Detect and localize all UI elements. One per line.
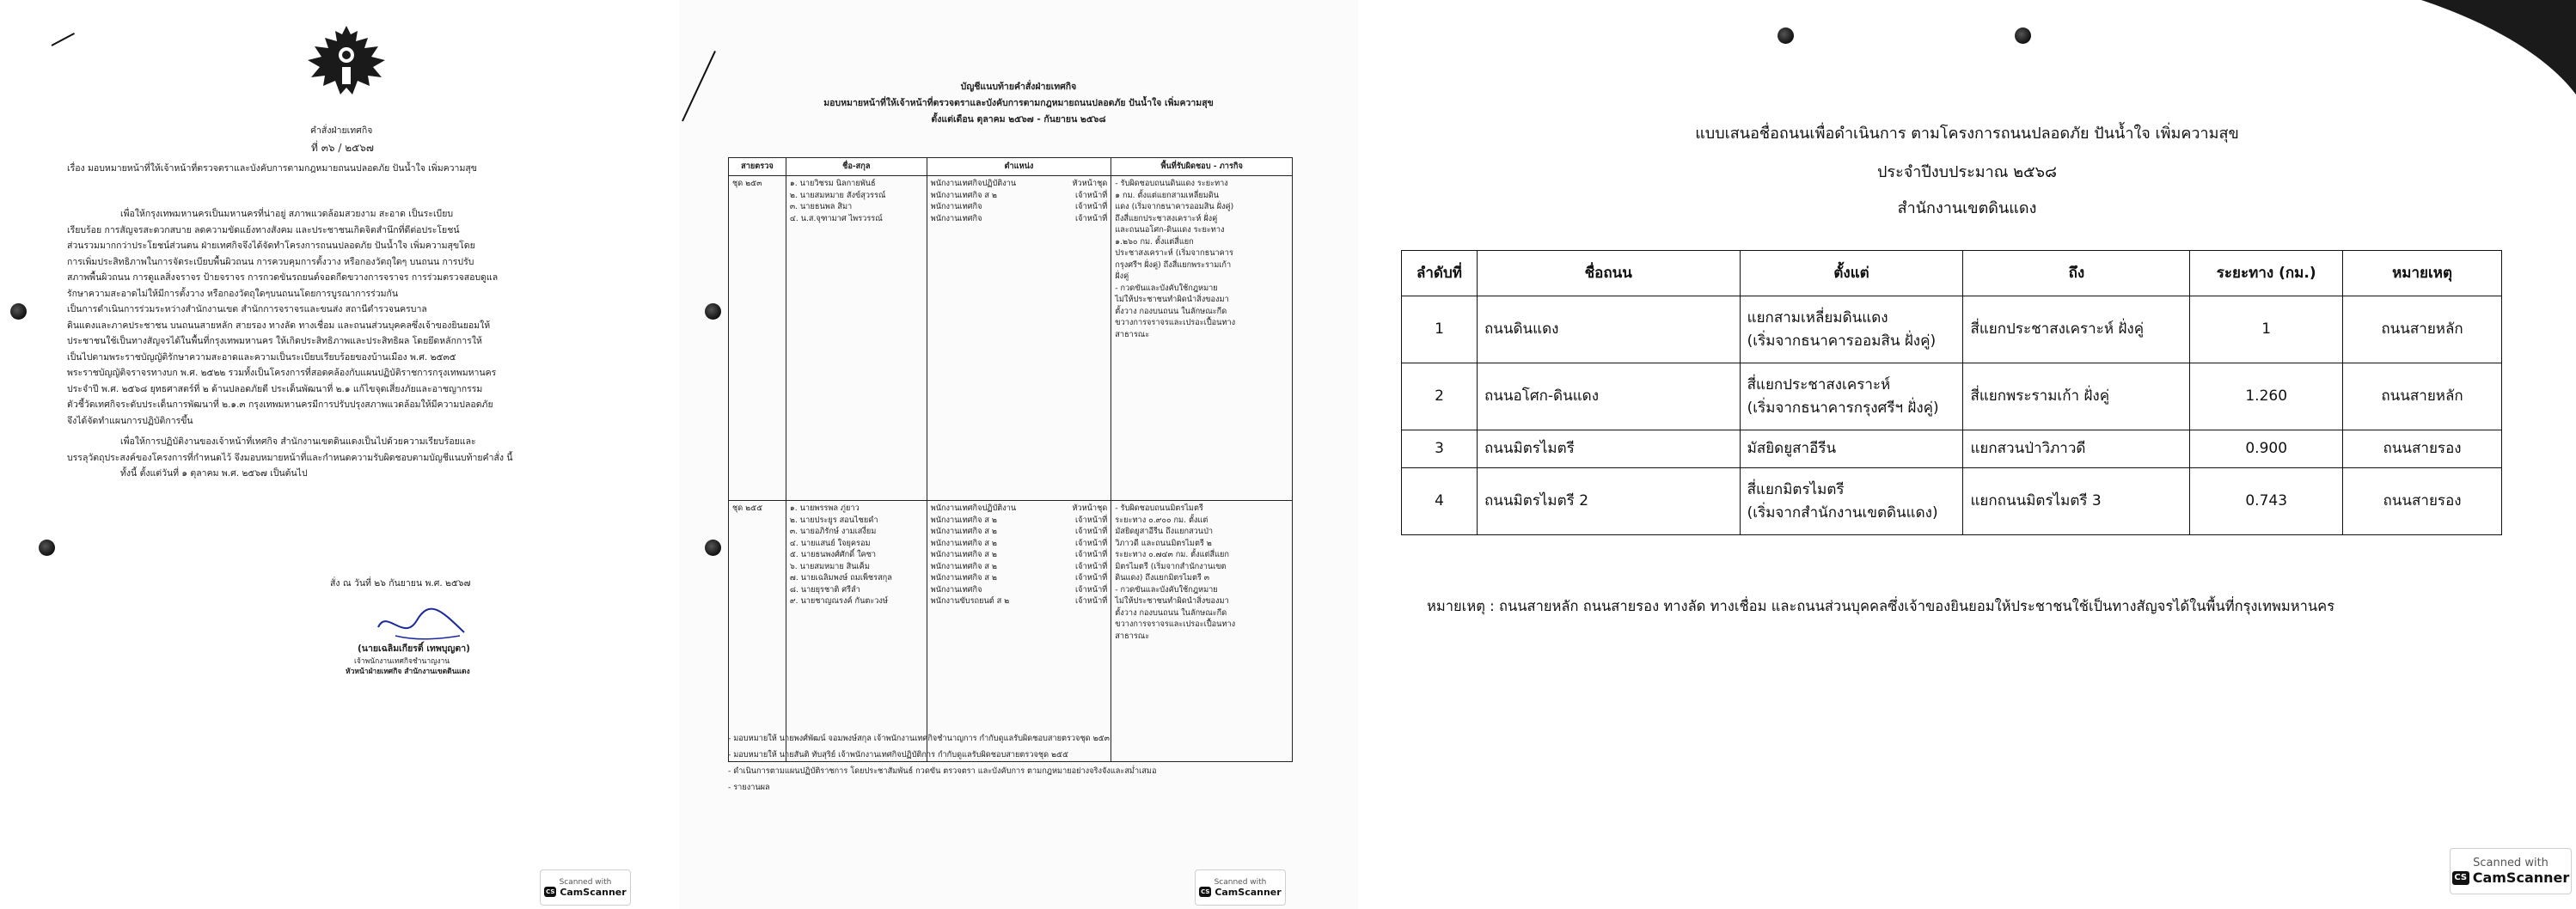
table-header-row: [729, 158, 1293, 176]
area-line: ดินแดง) ถึงแยกมิตรไมตรี ๓: [1115, 573, 1210, 583]
area-line: กรุงศรีฯ ฝั่งคู่) ถึงสี่แยกพระรามเก้า: [1115, 259, 1232, 270]
body-line: บรรลุวัตถุประสงค์ของโครงการที่กำหนดไว้ จึงมอบหมายหน้าที่และกำหนดความรับผิดชอบตามบัญชีแนบท้ายคำสั่ง นี้: [67, 452, 513, 463]
page-road-proposal: [1358, 0, 2576, 909]
appendix-title-3: ตั้งแต่เดือน ตุลาคม ๒๕๖๗ - กันยายน ๒๕๖๘: [931, 114, 1106, 125]
note-line: - ดำเนินการตามแผนปฏิบัติราชการ โดยประชาสัมพันธ์ กวดขัน ตรวจตรา และบังคับการ ตามกฎหมายอย่างจริงจังและสม่ำเสมอ: [728, 766, 1157, 776]
order-body: [67, 206, 634, 482]
row-road: ถนนมิตรไมตรี: [1477, 430, 1740, 468]
header-position: ตำแหน่ง: [927, 158, 1111, 176]
member-name: ๔. นายแสนย์ ใจยุครอม: [789, 538, 871, 548]
position-role: เจ้าหน้าที่: [1075, 202, 1108, 211]
position-title: พนักงานเทศกิจ ส ๒: [930, 515, 997, 525]
row-to: สี่แยกพระรามเก้า ฝั่งคู่: [1963, 363, 2190, 430]
position-title: พนักงานเทศกิจ ส ๒: [930, 550, 997, 559]
proposal-title: แบบเสนอชื่อถนนเพื่อดำเนินการ ตามโครงการถนนปลอดภัย ปันน้ำใจ เพิ่มความสุข: [1695, 125, 2239, 143]
area-line: แดง (เริ่มจากธนาคารออมสิน ฝั่งคู่): [1115, 202, 1234, 211]
positions-cell: [927, 176, 1111, 501]
member-name: ๘. นายยุรชาติ ศรีลำ: [789, 584, 860, 595]
body-line: เพื่อให้กรุงเทพมหานครเป็นมหานครที่น่าอยู่ สภาพแวดล้อมสวยงาม สะอาด เป็นระเบียบ: [120, 209, 454, 219]
position-role: หัวหน้าชุด: [1072, 503, 1108, 513]
position-role: เจ้าหน้าที่: [1075, 584, 1108, 595]
area-line: มัสยิดยูสาอีรีน ถึงแยกสวนป่า: [1115, 527, 1214, 536]
member-position: [931, 515, 1108, 527]
row-from: สี่แยกมิตรไมตรี (เริ่มจากสำนักงานเขตดินแดง): [1740, 468, 1963, 535]
body-line: ส่วนรวมมากกว่าประโยชน์ส่วนตน ฝ่ายเทศกิจจึงได้จัดทำโครงการถนนปลอดภัย ปันน้ำใจ เพิ่มความสุขโดย: [67, 241, 475, 251]
signature: [370, 601, 473, 646]
position-title: พนักงานเทศกิจ ส ๒: [930, 538, 997, 548]
position-role: เจ้าหน้าที่: [1075, 213, 1108, 223]
header-remark: หมายเหตุ: [2343, 251, 2502, 296]
signer-title-2: หัวหน้าฝ่ายเทศกิจ สำนักงานเขตดินแดง: [346, 668, 470, 676]
table-row: [1402, 363, 2502, 430]
member-name: ๑. นายพรรพล ภู่ยาว: [789, 503, 860, 513]
position-role: เจ้าหน้าที่: [1075, 596, 1108, 606]
row-remark: ถนนสายรอง: [2343, 430, 2502, 468]
body-line: ตัวชี้วัดเทศกิจระดับประเด็นการพัฒนาที่ ๒.๑.๓ กรุงเทพมหานครมีการปรับปรุงสภาพแวดล้อมให้มีความปลอดภัย: [67, 400, 493, 410]
header-distance: ระยะทาง (กม.): [2190, 251, 2343, 296]
member-name: ๔. น.ส.จุฑามาศ ไพรวรรณ์: [789, 213, 883, 223]
member-position: [931, 549, 1108, 561]
row-no: 2: [1402, 363, 1478, 430]
area-line: ขวางการจราจรและเปรอะเปื้อนทาง: [1115, 318, 1236, 327]
table-row: [729, 501, 1293, 762]
area-line: ไม่ให้ประชาชนทำผิดนำสิ่งของมา: [1115, 295, 1229, 304]
signer-name: (นายเฉลิมเกียรติ์ เทพบุญตา): [358, 644, 470, 654]
row-no: 1: [1402, 296, 1478, 363]
member-position: [931, 538, 1108, 550]
member-position: [931, 526, 1108, 538]
member-position: [931, 584, 1108, 596]
row-distance: 1: [2190, 296, 2343, 363]
road-table: [1401, 250, 2502, 535]
body-line: ดินแดงและภาคประชาชน บนถนนสายหลัก สายรอง ทางลัด ทางเชื่อม และถนนส่วนบุคคลซึ่งเจ้าของยินยอมให้: [67, 320, 491, 331]
badge-top-text: Scanned with: [1214, 877, 1267, 887]
member-position: [931, 503, 1108, 515]
position-title: พนักงานเทศกิจ ส ๒: [930, 573, 997, 583]
header-to: ถึง: [1963, 251, 2190, 296]
page-curl: [2421, 0, 2576, 95]
position-title: พนักงานขับรถยนต์ ส ๒: [930, 596, 1010, 606]
header-road: ชื่อถนน: [1477, 251, 1740, 296]
area-line: ถึงสี่แยกประชาสงเคราะห์ ฝั่งคู่: [1115, 213, 1218, 223]
position-role: เจ้าหน้าที่: [1075, 561, 1108, 571]
area-cell: [1111, 176, 1293, 501]
body-line: ประชาชนใช้เป็นทางสัญจรได้ในพื้นที่กรุงเทพมหานคร ให้เกิดประสิทธิภาพและประสิทธิผล โดยยึดหลักการให้: [67, 336, 482, 346]
unit-cell: ชุด ๒๕๓: [729, 176, 786, 501]
row-distance: 1.260: [2190, 363, 2343, 430]
area-cell: [1111, 501, 1293, 762]
area-line: - รับผิดชอบถนนมิตรไมตรี: [1115, 503, 1203, 513]
note-line: - รายงานผล: [728, 783, 770, 792]
header-from: ตั้งแต่: [1740, 251, 1963, 296]
area-line: - รับผิดชอบถนนดินแดง ระยะทาง: [1115, 179, 1228, 188]
header-unit: สายตรวจ: [729, 158, 786, 176]
body-line: ทั้งนี้ ตั้งแต่วันที่ ๑ ตุลาคม พ.ศ. ๒๕๖๗ เป็นต้นไป: [120, 468, 308, 479]
row-road: ถนนอโศก-ดินแดง: [1477, 363, 1740, 430]
position-title: พนักงานเทศกิจปฏิบัติงาน: [930, 503, 1017, 513]
area-line: สาธารณะ: [1115, 329, 1150, 339]
position-role: เจ้าหน้าที่: [1075, 515, 1108, 525]
area-line: - กวดขันและบังคับใช้กฎหมาย: [1115, 283, 1218, 293]
binder-hole: [1778, 27, 1794, 44]
member-name: ๗. นายเฉลิมพงษ์ ถมเพ็ชรสกุล: [789, 573, 892, 583]
area-line: - กวดขันและบังคับใช้กฎหมาย: [1115, 584, 1218, 595]
area-line: ระยะทาง ๐.๙๐๐ กม. ตั้งแต่: [1115, 515, 1208, 525]
member-position: [931, 201, 1108, 213]
area-line: สาธารณะ: [1115, 631, 1150, 641]
names-cell: [786, 501, 927, 762]
order-subject: เรื่อง มอบหมายหน้าที่ให้เจ้าหน้าที่ตรวจตราและบังคับการตามกฎหมายถนนปลอดภัย ปันน้ำใจ เพิ่มความสุข: [67, 163, 477, 174]
member-name: ๙. นายชาญณรงค์ กันตะวงษ์: [789, 596, 888, 606]
camscanner-badge: [1195, 869, 1286, 906]
position-role: เจ้าหน้าที่: [1075, 538, 1108, 548]
row-to: แยกสวนป่าวิภาวดี: [1963, 430, 2190, 468]
area-line: ฝั่งคู่: [1115, 271, 1129, 281]
order-number: ที่ ๓๖ / ๒๕๖๗: [311, 142, 374, 154]
member-name: ๒. นายสมหมาย สังข์สุวรรณ์: [789, 190, 886, 200]
table-header-row: [1402, 251, 2502, 296]
binder-hole: [705, 540, 721, 556]
names-cell: [786, 176, 927, 501]
area-line: ระยะทาง ๐.๗๔๓ กม. ตั้งแต่สี่แยก: [1115, 550, 1229, 559]
body-line: สภาพพื้นผิวถนน การดูแลสิ่งจราจร ป้ายจราจร การกวดขันรถยนต์จอดกีดขวางการจราจร การร่วมตรวจสอบดูแล: [67, 272, 499, 283]
signed-date: สั่ง ณ วันที่ ๒๖ กันยายน พ.ศ. ๒๕๖๗: [330, 578, 471, 589]
binder-hole: [705, 303, 721, 320]
position-title: พนักงานเทศกิจ: [930, 202, 982, 211]
position-title: พนักงานเทศกิจปฏิบัติงาน: [930, 179, 1017, 188]
member-position: [931, 572, 1108, 584]
body-line: เพื่อให้การปฏิบัติงานของเจ้าหน้าที่เทศกิจ สำนักงานเขตดินแดงเป็นไปด้วยความเรียบร้อยและ: [120, 436, 476, 447]
position-title: พนักงานเทศกิจ ส ๒: [930, 527, 997, 536]
header-area: พื้นที่รับผิดชอบ - ภารกิจ: [1111, 158, 1293, 176]
row-road: ถนนดินแดง: [1477, 296, 1740, 363]
positions-cell: [927, 501, 1111, 762]
row-remark: ถนนสายหลัก: [2343, 363, 2502, 430]
row-no: 4: [1402, 468, 1478, 535]
body-line: เป็นการดำเนินการร่วมระหว่างสำนักงานเขต สำนักการจราจรและขนส่ง สถานีตำรวจนครบาล: [67, 304, 427, 314]
binder-hole: [10, 303, 27, 320]
member-name: ๓. นายธนพล สิมา: [789, 202, 853, 211]
appendix-title-1: บัญชีแนบท้ายคำสั่งฝ่ายเทศกิจ: [960, 82, 1077, 92]
badge-brand: CamScanner: [1215, 886, 1282, 898]
area-line: ตั้งวาง กองบนถนน ในลักษณะกีด: [1115, 306, 1227, 316]
badge-top-text: Scanned with: [2473, 857, 2548, 869]
body-line: เป็นไปตามพระราชบัญญัติรักษาความสะอาดและความเป็นระเบียบเรียบร้อยของบ้านเมือง พ.ศ. ๒๕๓๕: [67, 351, 456, 363]
member-name: ๖. นายสมหมาย สินเค็ม: [789, 561, 870, 571]
position-role: เจ้าหน้าที่: [1075, 550, 1108, 559]
proposal-fiscal-year: ประจำปีงบประมาณ ๒๕๖๘: [1876, 163, 2057, 181]
unit-cell: ชุด ๒๕๕: [729, 501, 786, 762]
position-title: พนักงานเทศกิจ ส ๒: [930, 561, 997, 571]
member-position: [931, 178, 1108, 190]
area-line: ไม่ให้ประชาชนทำผิดนำสิ่งของมา: [1115, 596, 1229, 606]
table-row: [729, 176, 1293, 501]
member-position: [931, 561, 1108, 573]
row-from: มัสยิดยูสาอีรีน: [1740, 430, 1963, 468]
signer-title-1: เจ้าพนักงานเทศกิจชำนาญงาน: [354, 657, 450, 666]
position-title: พนักงานเทศกิจ ส ๒: [930, 190, 997, 200]
row-to: แยกถนนมิตรไมตรี 3: [1963, 468, 2190, 535]
member-position: [931, 190, 1108, 202]
garuda-emblem: [299, 19, 394, 105]
row-road: ถนนมิตรไมตรี 2: [1477, 468, 1740, 535]
row-remark: ถนนสายหลัก: [2343, 296, 2502, 363]
body-line: การเพิ่มประสิทธิภาพในการจัดระเบียบพื้นผิวถนน การควบคุมการตั้งวาง หรือกองวัตถุใดๆ บนถนน การปรับ: [67, 256, 474, 267]
area-line: ๑.๒๖๐ กม. ตั้งแต่สี่แยก: [1115, 236, 1194, 247]
camscanner-logo-icon: CS: [1201, 888, 1210, 895]
body-line: จึงได้จัดทำแผนการปฏิบัติการขึ้น: [67, 415, 193, 426]
order-title: คำสั่งฝ่ายเทศกิจ: [310, 125, 373, 136]
member-position: [931, 213, 1108, 225]
assignment-table: [728, 157, 1293, 762]
member-position: [931, 595, 1108, 607]
header-name: ชื่อ-สกุล: [786, 158, 927, 176]
body-line: ประจำปี พ.ศ. ๒๕๖๘ ยุทธศาสตร์ที่ ๒ ด้านปลอดภัยดี ประเด็นพัฒนาที่ ๒.๑ แก้ไขจุดเสี่ยงภัยและอาชญากรรม: [67, 383, 483, 394]
area-line: และถนนอโศก-ดินแดง ระยะทาง: [1115, 225, 1225, 235]
member-name: ๓. นายอภิรักษ์ งามเสงี่ยม: [789, 527, 877, 536]
position-title: พนักงานเทศกิจ: [930, 584, 982, 595]
position-title: พนักงานเทศกิจ: [930, 213, 982, 223]
camscanner-badge: [540, 869, 631, 906]
area-line: ตั้งวาง กองบนถนน ในลักษณะกีด: [1115, 607, 1227, 618]
row-from: สี่แยกประชาสงเคราะห์ (เริ่มจากธนาคารกรุงศรีฯ ฝั่งคู่): [1740, 363, 1963, 430]
header-no: ลำดับที่: [1402, 251, 1478, 296]
member-name: ๕. นายธนพงศ์ศักดิ์ ใคซา: [789, 550, 877, 559]
area-line: ขวางการจราจรและเปรอะเปื้อนทาง: [1115, 619, 1236, 629]
position-role: เจ้าหน้าที่: [1075, 527, 1108, 536]
camscanner-badge: [2450, 848, 2572, 894]
appendix-notes: [728, 730, 1156, 796]
body-line: เรียบร้อย การสัญจรสะดวกสบาย ลดความขัดแย้งทางสังคม และประชาชนเกิดจิตสำนึกที่ดีต่อประโยชน์: [67, 224, 460, 235]
area-line: ประชาสงเคราะห์ (เริ่มจากธนาคาร: [1115, 248, 1233, 258]
binder-hole: [39, 540, 55, 556]
proposal-office: สำนักงานเขตดินแดง: [1897, 199, 2037, 217]
proposal-note: หมายเหตุ : ถนนสายหลัก ถนนสายรอง ทางลัด ทางเชื่อม และถนนส่วนบุคคลซึ่งเจ้าของยินยอมให้ประชาชนใช้เป็นทางสัญจรได้ในพื้นที่กรุงเทพมหานคร: [1427, 598, 2335, 614]
pen-mark: [52, 33, 75, 46]
area-line: วิภาวดี และถนนมิตรไมตรี ๒: [1115, 538, 1212, 548]
page-appendix: [679, 0, 1358, 909]
member-name: ๒. นายประยูร สอนไชยคำ: [789, 515, 878, 525]
camscanner-logo-icon: CS: [546, 888, 555, 895]
badge-brand: CamScanner: [560, 886, 627, 898]
row-distance: 0.743: [2190, 468, 2343, 535]
position-role: เจ้าหน้าที่: [1075, 190, 1108, 200]
row-from: แยกสามเหลี่ยมดินแดง (เริ่มจากธนาคารออมสิน ฝั่งคู่): [1740, 296, 1963, 363]
row-no: 3: [1402, 430, 1478, 468]
note-line: - มอบหมายให้ นายสันติ ทับสุริย์ เจ้าพนักงานเทศกิจปฏิบัติการ กำกับดูแลรับผิดชอบสายตรวจชุด ๒๕๕: [728, 750, 1068, 760]
area-line: ๑ กม. ตั้งแต่แยกสามเหลี่ยมดิน: [1115, 190, 1220, 200]
camscanner-logo-icon: CS: [2452, 871, 2469, 885]
table-row: [1402, 468, 2502, 535]
member-name: ๑. นายวิชรม นิลกายพันธ์: [789, 179, 876, 188]
row-to: สี่แยกประชาสงเคราะห์ ฝั่งคู่: [1963, 296, 2190, 363]
position-role: หัวหน้าชุด: [1072, 179, 1108, 188]
area-line: มิตรไมตรี (เริ่มจากสำนักงานเขต: [1115, 561, 1227, 571]
body-line: พระราชบัญญัติจราจรทางบก พ.ศ. ๒๕๒๒ รวมทั้งเป็นโครงการที่สอดคล้องกับแผนปฏิบัติราชการกรุงเทพมหานคร: [67, 368, 497, 378]
page-order: [0, 0, 679, 909]
table-row: [1402, 296, 2502, 363]
badge-top-text: Scanned with: [559, 877, 612, 887]
appendix-title-2: มอบหมายหน้าที่ให้เจ้าหน้าที่ตรวจตราและบังคับการตามกฎหมายถนนปลอดภัย ปันน้ำใจ เพิ่มความสุข: [823, 98, 1214, 108]
position-role: เจ้าหน้าที่: [1075, 573, 1108, 583]
row-distance: 0.900: [2190, 430, 2343, 468]
body-line: รักษาความสะอาดไม่ให้มีการตั้งวาง หรือกองวัตถุใดๆบนถนนโดยการบูรณาการร่วมกัน: [67, 288, 399, 299]
badge-brand: CamScanner: [2472, 869, 2570, 886]
table-row: [1402, 430, 2502, 468]
row-remark: ถนนสายรอง: [2343, 468, 2502, 535]
note-line: - มอบหมายให้ นายพงศ์พัฒน์ จอมพงษ์สกุล เจ้าพนักงานเทศกิจชำนาญการ กำกับดูแลรับผิดชอบสายตรวจชุด ๒๕๓: [728, 734, 1110, 743]
binder-hole: [2015, 27, 2031, 44]
